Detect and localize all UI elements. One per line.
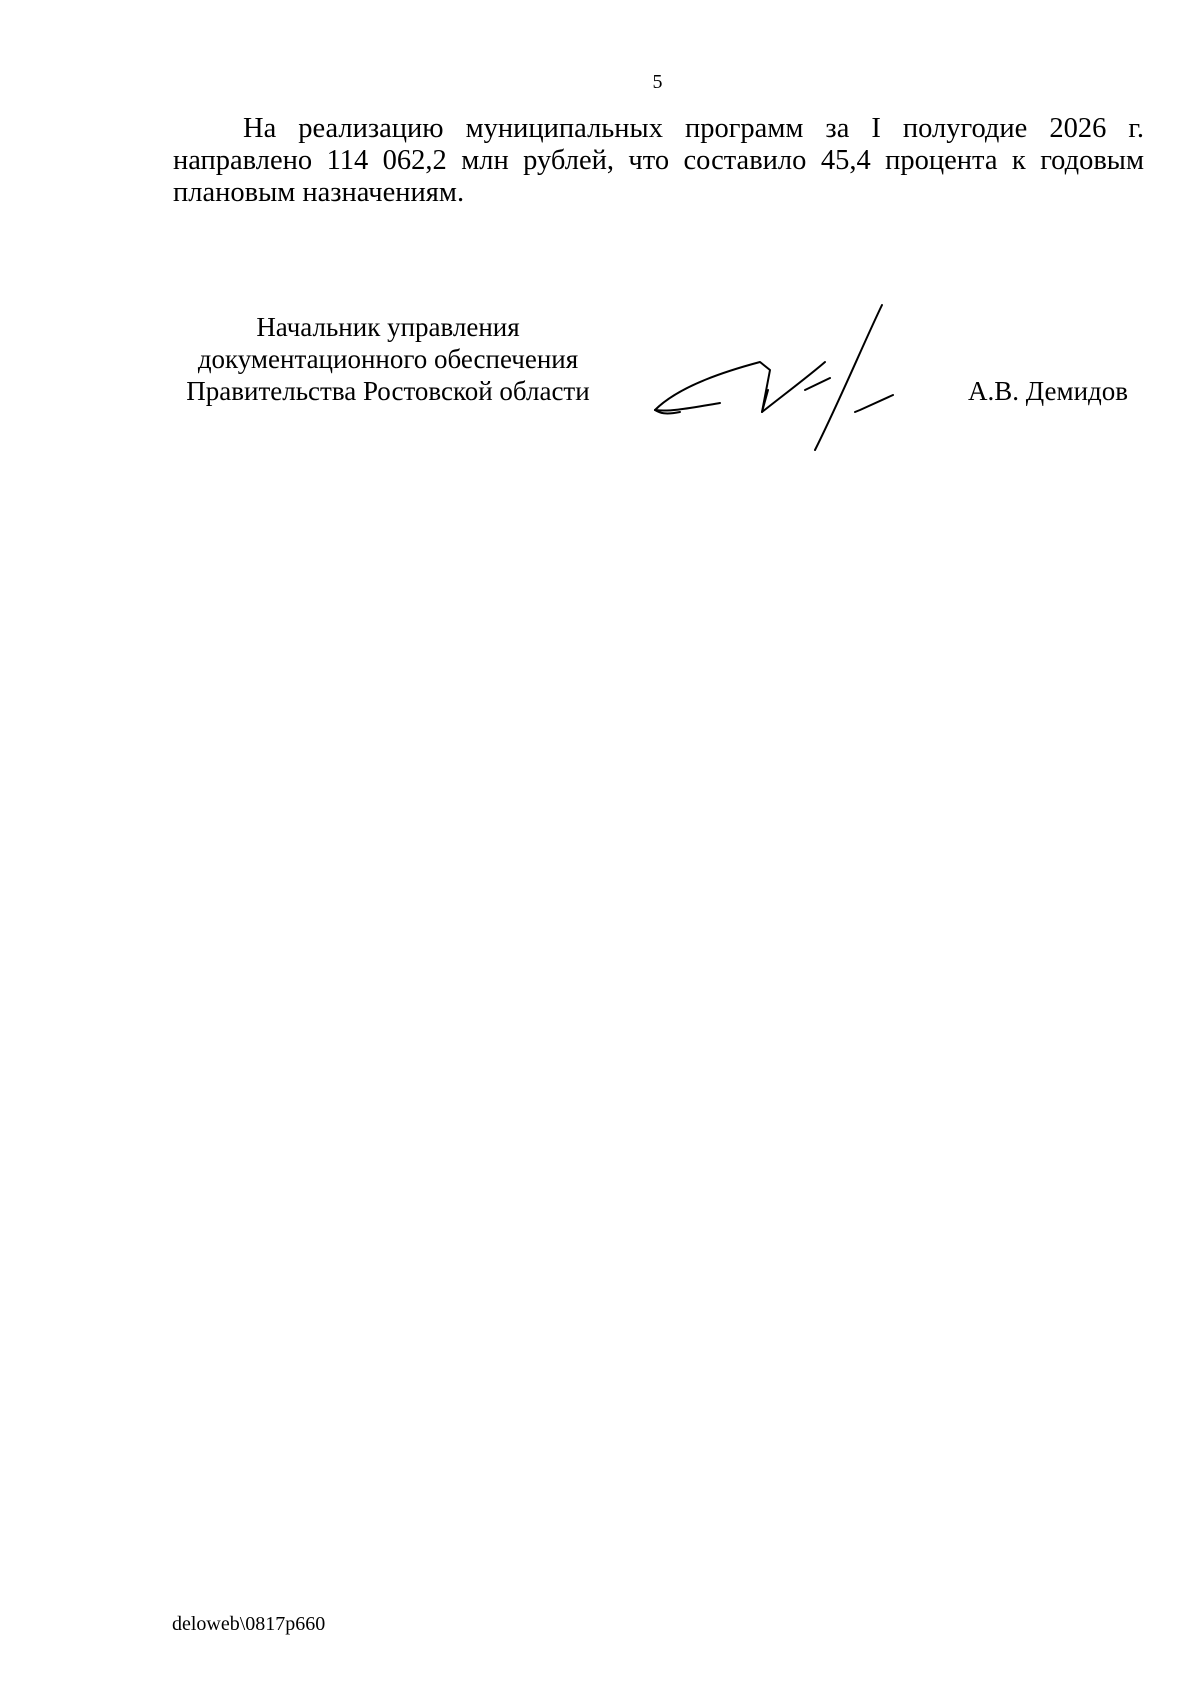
signatory-title-line: документационного обеспечения <box>197 344 579 374</box>
signature-icon <box>650 300 950 460</box>
page-number: 5 <box>652 71 663 93</box>
signatory-name: А.В. Демидов <box>968 376 1129 406</box>
signatory-title <box>173 311 603 407</box>
signatory-title-line: Правительства Ростовской области <box>186 376 590 406</box>
footer-document-code: deloweb\0817p660 <box>172 1613 326 1635</box>
body-paragraph: На реализацию муниципальных программ за I полугодие 2026 г. направлено 114 062,2 млн рублей, что составило 45,4 процента к годовым плановым назначениям. <box>173 113 1144 208</box>
signatory-title-line: Начальник управления <box>256 312 520 342</box>
